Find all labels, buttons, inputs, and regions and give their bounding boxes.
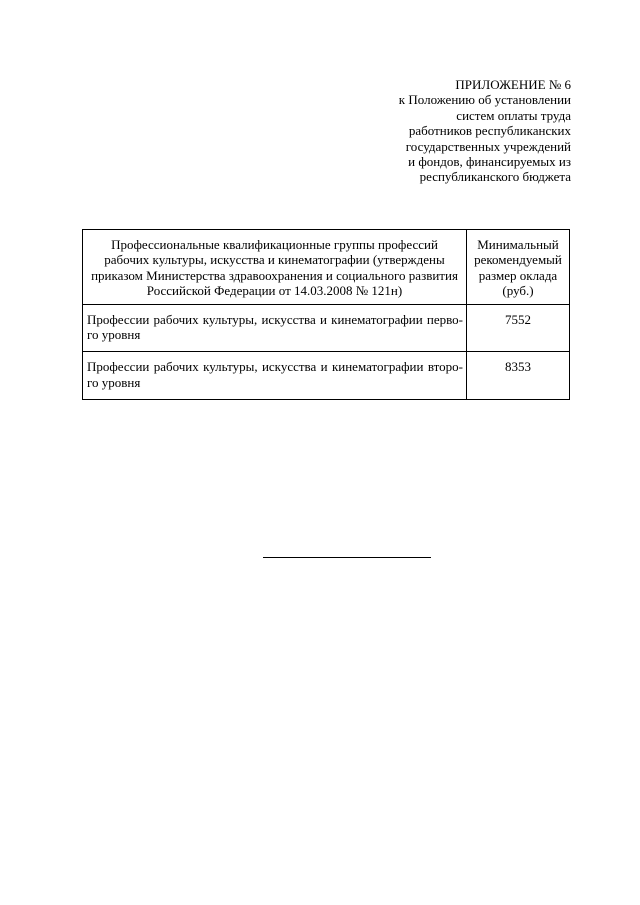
appendix-title: ПРИЛОЖЕНИЕ № 6: [455, 77, 571, 92]
qualification-group-cell: Профессии рабочих культуры, искусства и кинематографии второго уровня: [83, 352, 467, 400]
appendix-header: [399, 77, 571, 185]
document-end-separator: [263, 557, 431, 558]
qualification-group-cell: Профессии рабочих культуры, искусства и кинематографии первого уровня: [83, 304, 467, 352]
appendix-subtitle-line: работников республиканских: [408, 123, 571, 139]
salary-value-cell: 7552: [467, 304, 570, 352]
salary-value-cell: 8353: [467, 352, 570, 400]
appendix-subtitle-line: и фондов, финансируемых из: [408, 154, 571, 170]
appendix-subtitle-line: к Положению об установлении: [398, 92, 571, 108]
appendix-subtitle-line: государственных учреждений: [405, 138, 571, 154]
table-row: [83, 304, 570, 352]
header-qualification-groups: Профессиональные квалификационные группы профессий рабочих культуры, искусства и кинематографии (утверждены приказом Министерства здравоохранения и социального развития Российской Федерации от 14.03.2008 № 121н): [83, 230, 467, 305]
table-header-row: [83, 230, 570, 305]
table-row: [83, 352, 570, 400]
appendix-subtitle-line: республиканского бюджета: [419, 169, 571, 185]
appendix-subtitle-line: систем оплаты труда: [456, 107, 571, 123]
salary-table: [82, 229, 570, 400]
header-min-salary: Минимальный рекомендуемый размер оклада (руб.): [467, 230, 570, 305]
